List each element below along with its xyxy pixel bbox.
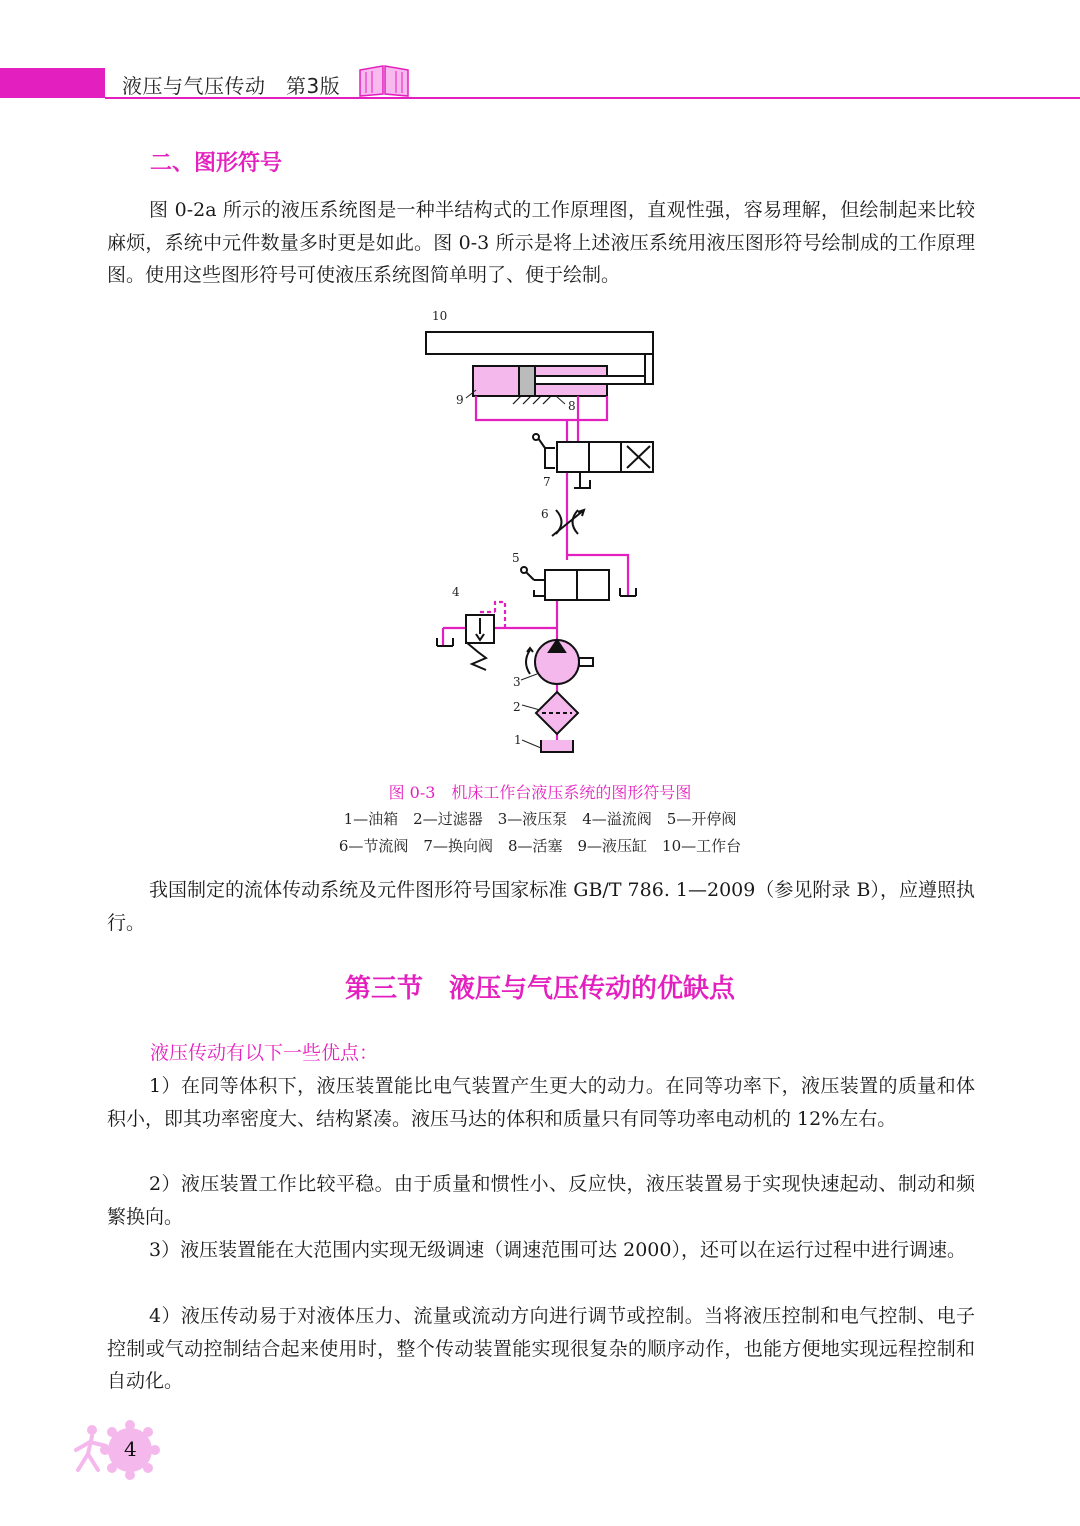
label-7: 7 xyxy=(543,475,551,489)
section-title: 二、图形符号 xyxy=(150,151,283,176)
figure-legend-line-2: 6—节流阀 7—换向阀 8—活塞 9—液压缸 10—工作台 xyxy=(338,837,742,855)
label-3: 3 xyxy=(513,675,521,689)
header-accent-bar xyxy=(0,68,105,98)
intro-paragraph: 图 0-2a 所示的液压系统图是一种半结构式的工作原理图，直观性强，容易理解，但绘制起来比较麻烦，系统中元件数量多时更是如此。图 0-3 所示是将上述液压系统用液压图形符号绘制成的工作原理图。使用这些图形符号可使液压系统图简单明了、便于绘制。 xyxy=(107,199,975,286)
label-4: 4 xyxy=(452,585,460,599)
advantages-intro: 液压传动有以下一些优点： xyxy=(150,1042,379,1064)
label-9: 9 xyxy=(456,393,464,407)
advantage-item: 1）在同等体积下，液压装置能比电气装置产生更大的动力。在同等功率下，液压装置的质量和体积小，即其功率密度大、结构紧凑。液压马达的体积和质量只有同等功率电动机的 12%左右。 xyxy=(107,1075,975,1130)
book-title: 液压与气压传动 第3版 xyxy=(122,74,341,98)
advantage-item: 2）液压装置工作比较平稳。由于质量和惯性小、反应快，液压装置易于实现快速起动、制动和频繁换向。 xyxy=(107,1173,975,1228)
label-10: 10 xyxy=(432,309,448,323)
chapter-title: 第三节 液压与气压传动的优缺点 xyxy=(344,974,735,1004)
worktable-symbol xyxy=(426,332,653,354)
piston-symbol xyxy=(519,366,535,396)
page-number: 4 xyxy=(124,1437,137,1461)
label-2: 2 xyxy=(513,700,521,714)
label-8: 8 xyxy=(568,399,576,413)
label-6: 6 xyxy=(541,507,549,521)
label-1: 1 xyxy=(514,733,522,747)
standard-paragraph: 我国制定的流体传动系统及元件图形符号国家标准 GB/T 786. 1—2009（参见附录 B），应遵照执行。 xyxy=(107,879,975,934)
advantage-item: 4）液压传动易于对液体压力、流量或流动方向进行调节或控制。当将液压控制和电气控制、电子控制或气动控制结合起来使用时，整个传动装置能实现很复杂的顺序动作，也能方便地实现远程控制和自动化。 xyxy=(107,1305,975,1392)
advantage-item: 3）液压装置能在大范围内实现无级调速（调速范围可达 2000），还可以在运行过程中进行调速。 xyxy=(149,1239,966,1261)
figure-legend-line-1: 1—油箱 2—过滤器 3—液压泵 4—溢流阀 5—开停阀 xyxy=(343,810,737,828)
tank-symbol xyxy=(541,740,573,752)
page-number-ornament xyxy=(70,1420,170,1480)
figure-caption: 图 0-3 机床工作台液压系统的图形符号图 xyxy=(388,783,692,802)
hydraulic-diagram xyxy=(0,300,1080,780)
book-icon xyxy=(356,62,412,98)
label-5: 5 xyxy=(512,551,520,565)
